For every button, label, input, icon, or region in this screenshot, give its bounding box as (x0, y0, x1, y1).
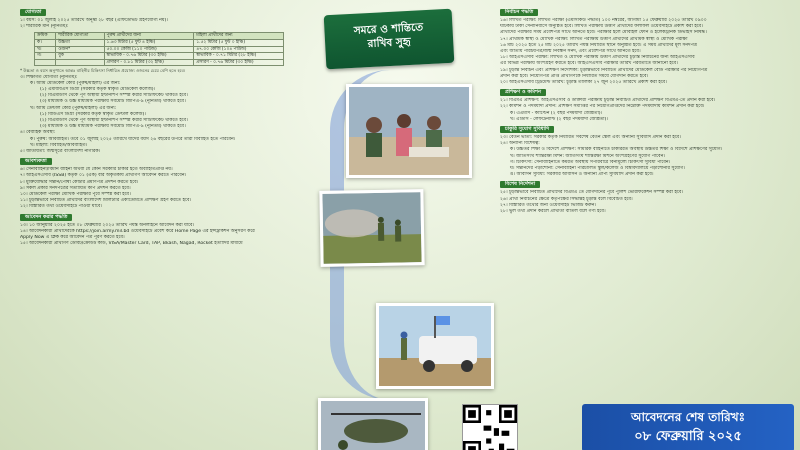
selection-line: ১৯। চূড়ান্ত নির্বাচন এবং প্রশিক্ষণ নির্দেশিকা: চূড়ান্তভাবে নির্বাচিত প্রার্থীদের মেডিকেল বোর্ড পরীক্ষার পর নিয়োগপত্র (500, 67, 708, 73)
apply-line: Apply Now এ ক্লিক করে আবেদন পত্র পূরণ করতে হবে। (20, 235, 125, 241)
requirements-line: ৯। সকল প্রকার সনদপত্রের সত্যায়িত কপি প্রদর্শন করতে হবে। (20, 185, 131, 191)
requirements-line: ৭। আইএসএসবি (ISSB) কর্তৃক ০১ (এক) বার অকৃতকার্য প্রার্থীগণ আবেদন করতে পারবেন। (20, 173, 187, 179)
left-column (20, 6, 302, 247)
benefits-line: ক। উচ্চতর শিক্ষা ও বিদেশে প্রশিক্ষণ: সামরিক বাহিনীতে চাকরিরত অবস্থায় উচ্চতর শিক্ষা ও বিদেশে প্রশিক্ষণের সুযোগ। (510, 147, 723, 153)
deadline-banner (582, 404, 794, 450)
benefits-line: গ। চিকিৎসা: সেনাবাহিনীতে কর্মরত অবস্থায় সপরিবারে বিনামূল্যে চিকিৎসা সুবিধা পাবেন। (510, 159, 671, 165)
selection-line: ঘটিকায় ঢাকা সেনানিবাসে অনুষ্ঠিত হবে। লিখিত পরীক্ষায় উত্তীর্ণ প্রার্থীদের ফলাফল ওয়েবসাইটে প্রকাশ করা হবে। (500, 24, 703, 30)
education-line: (১) এমবিবিএস ডিগ্রী (সরকার কর্তৃক স্বীকৃত মেডিকেল কলেজ)। (40, 86, 156, 92)
table-cell: স্বাভাবিক - ০.৭৬ মিটার (৩০ ইঞ্চি) (104, 53, 194, 60)
table-cell: ১.৫২ মিটার (৫ ফুট ০ ইঞ্চি) (194, 40, 284, 47)
selection-line: প্রার্থীদের পরীক্ষার সময় প্রবেশপত্র সাথে আনতে হবে। পরীক্ষার হলে মোবাইল ফোন ও ইলেকট্রনিক ডিভাইস নিষিদ্ধ। (500, 30, 707, 36)
education-line: খ। আর্মি ডেন্টাল কোর (পুরুষ/মহিলা) এর জন্য: (30, 105, 117, 111)
selection-line: এবং জাতীয় পরিচয়পত্র/জন্ম নিবন্ধন সনদ, এবং প্রবেশপত্র সাথে আনতে হবে। (500, 49, 641, 55)
banner-line-1: সমরে ও শান্তিতে (353, 21, 424, 37)
photo-helicopter (318, 398, 428, 450)
section-heading-requirements: আবশ্যকতা (20, 158, 52, 165)
benefits-line: ঙ। আবাসন সুবিধা: সরকারি আবাসন ও অন্যান্য প্রাপ্য সুবিধাদি প্রদান করা হবে। (510, 172, 654, 178)
section-heading-how-to-apply: আবেদন করার পদ্ধতি (20, 214, 72, 221)
education-line: (১) বিডিএস ডিগ্রী (সরকার কর্তৃক স্বীকৃত ডেন্টাল কলেজ)। (40, 111, 147, 117)
table-row (35, 53, 284, 60)
photo-medical-camp (346, 84, 472, 178)
deadline-label: আবেদনের শেষ তারিখঃ (630, 410, 746, 424)
table-cell: স্বাভাবিক - ০.৭১ মিটার (২৮ ইঞ্চি) (194, 53, 284, 60)
eligibility-line: ১। বয়স: ০১ জুলাই ২০২৫ তারিখে অনূর্ধ্ব ২৮ বছর (এফিডেভিট গ্রহণযোগ্য নয়)। (20, 18, 169, 23)
table-header-cell: পুরুষ প্রার্থীদের জন্য (104, 33, 194, 40)
qr-code[interactable] (462, 404, 518, 450)
banner-line-2: রাখিব সুহৃ (367, 35, 411, 51)
deadline-date: ০৮ ফেব্রুয়ারি ২০২৫ (634, 429, 742, 444)
special-notes-line: ২৫। চূড়ান্তভাবে নির্বাচিত প্রার্থীদের বিএমএ তে যোগদানের পূর্বে পুলিশ ভেরিফিকেশন সম্পন্ন করা হবে। (500, 190, 683, 196)
motto-banner (324, 9, 455, 70)
special-notes-line: ২৭। বিস্তারিত তথ্যের জন্য ওয়েবসাইট ভিজিট করুন। (500, 202, 597, 208)
table-cell: ৪৭.০০ কেজি (১০৪ পাউন্ড) (194, 46, 284, 53)
table-cell: উচ্চতা (56, 40, 104, 47)
requirements-line: ৮। মুক্তিযোদ্ধার সন্তান/পোষ্য কোটার প্রমাণপত্র প্রদর্শন করতে হবে। (20, 179, 139, 185)
table-cell: বুক (56, 53, 104, 60)
special-notes-line: ২৬। প্রার্থী নির্বাচনের ক্ষেত্রে কর্তৃপক্ষের সিদ্ধান্তই চূড়ান্ত বলে বিবেচিত হবে। (500, 196, 633, 202)
selection-line: প্রদান করা হবে। নিয়োগপত্র প্রাপ্ত প্রার্থীগণকে নির্ধারিত সময়ে যোগদান করতে হবে। (500, 73, 649, 79)
section-heading-special-notes: বিশেষ নির্দেশনা (500, 181, 540, 188)
apply-line: ১৩। ১০ জানুয়ারি ২০২৫ হতে ০৮ ফেব্রুয়ারি ২০২৫ তারিখ পর্যন্ত অনলাইনে আবেদন করা যাবে। (20, 222, 195, 228)
benefits-line: ঘ। সন্তানদের পড়াশোনা: সেনাবাহিনী পরিচালিত স্কুল/কলেজ ও বিশ্ববিদ্যালয়ে পড়াশোনার সুযোগ। (510, 166, 685, 172)
table-cell: প্রসারণ - ০.৭৬ মিটার (৩০ ইঞ্চি) (194, 59, 284, 66)
table-cell: খ। (35, 46, 56, 53)
benefits-line: ২৪। অন্যান্য বিশেষত্ব: (500, 141, 540, 147)
table-cell: প্রসারণ - ০.৮১ মিটার (৩২ ইঞ্চি) (104, 59, 194, 66)
photo-un-peacekeeping (376, 303, 494, 389)
education-line: ৫। জাতীয়তা: জন্মসূত্রে বাংলাদেশী নাগরিক। (20, 149, 101, 155)
requirements-line: ৬। সেনাবাহিনী/বিমান বাহিনী অথবা যে কোন সরকারি চাকরি হতে অব্যাহতিপ্রাপ্ত নয়। (20, 167, 173, 173)
training-line: ২১। বিএমএ প্রশিক্ষণ: আইএসএসবি ও ডাক্তারী পরীক্ষায় চূড়ান্ত নির্বাচিত প্রার্থীদের প্রশিক্ষণ বিএমএ-তে প্রদান করা হবে। (500, 98, 716, 104)
table-cell: ১.৬৩ মিটার (৫ ফুট ৪ ইঞ্চি) (104, 40, 194, 47)
table-row (35, 59, 284, 66)
selection-line: ২০। আইএসএসবি ট্রিটমেন্ট তারিখ: চূড়ান্ত তালিকা ২৭ জুন ২০২৫ তারিখে প্রকাশ করা হবে। (500, 80, 667, 86)
section-heading-eligibility: যোগ্যতা (20, 9, 46, 16)
special-notes-line: ২৮। ভুল তথ্য প্রদান করলে প্রার্থীতা বাতিল বলে গণ্য হবে। (500, 209, 606, 215)
apply-line: ১৪। আবেদনকারী প্রার্থীদেরকে https://join.army.mil.bd ওয়েবসাইটে প্রবেশ করে Home Page এর ইন্সট্রাকশন অনুসরণ করে (20, 228, 255, 234)
education-line: ক। পুরুষ: অবিবাহিত। তবে ০১ জুলাই ২০২৫ তারিখে যাদের বয়স ২৬ বছরের উপরে তারা বিবাহিত হতে পারবেন। (30, 136, 236, 142)
benefits-line: খ। জাতিসংঘ শান্তিরক্ষা মিশন: জাতিসংঘ শান্তিরক্ষা মিশনে অংশগ্রহণের সুযোগ পাবেন। (510, 153, 665, 159)
apply-line: ১৫। আবেদনকারী প্রার্থীগণ ডেবিট/ক্রেডিট কার্ড, VISA/Master Card, TAP, Bkash, Nagad, Rocket ইত্যাদির মাধ্যমে (20, 241, 243, 247)
education-line: (২) বিএমডিসি থেকে পূর্ণ অস্থায়ী ইন্টার্নশিপ সম্পন্ন করার সার্টিফিকেট থাকতে হবে। (40, 118, 188, 123)
training-line: ক। এএমসি - ক্যাপ্টেন (২ বছর পদমর্যাদা জ্যেষ্ঠতা)। (510, 110, 603, 116)
table-cell: ক। (35, 40, 56, 47)
education-line: (৩) মাধ্যমিক ও উচ্চ মাধ্যমিক পরীক্ষায় সর্বমোট জিপিএ-৯ (ন্যূনতম) থাকতে হবে। (40, 99, 186, 105)
note-text: * উচ্চতা ও বয়স অনুপাতে আন্তঃ বাহিনীর চিকিৎসা নির্ধারিত প্রযোজ্য ওজনের চেয়ে বেশি হতে হবে। (20, 68, 186, 74)
table-header-cell: শারীরিক যোগ্যতা (56, 33, 104, 40)
table-cell: ওজন* (56, 46, 104, 53)
selection-line: ১৬। লিখিত পরীক্ষা: লিখিত পরীক্ষা (এমসিকিউ পদ্ধতি) ১০০ নম্বরের, আগামী ১৫ ফেব্রুয়ারি ২০২৫ তারিখ ০৯০০ (500, 18, 707, 23)
section-heading-selection: নির্বাচন পদ্ধতি (500, 9, 538, 16)
requirements-line: ১০। মেডিকেল পরীক্ষা মৌখিক পরীক্ষার পূর্বে সম্পন্ন করা হবে। (20, 192, 131, 198)
physical-standards-table (34, 32, 284, 66)
education-line: (২) বিএমডিসি থেকে পূর্ণ অস্থায়ী ইন্টার্নশিপ সম্পন্ন করার সার্টিফিকেট থাকতে হবে। (40, 93, 188, 99)
table-cell (35, 59, 56, 66)
education-line: ক। আর্মি মেডিকেল কোর (পুরুষ/মহিলা) এর জন্য: (30, 80, 121, 86)
eligibility-line: ২। শারীরিক মান (ন্যূনতম): (20, 24, 69, 30)
requirements-line: ১২। বিস্তারিত তথ্য ওয়েবসাইটে পাওয়া যাবে। (20, 204, 102, 210)
education-line: ৩। শিক্ষাগত যোগ্যতা (ন্যূনতম): (20, 74, 78, 80)
section-heading-benefits: চাকুরি সুযোগ সুবিধাদি (500, 126, 554, 133)
education-line: (৩) মাধ্যমিক ও উচ্চ মাধ্যমিক পরীক্ষায় সর্বমোট জিপিএ-৯ (ন্যূনতম) থাকতে হবে। (40, 124, 186, 130)
table-header-cell: মহিলা প্রার্থীদের জন্য (194, 33, 284, 40)
table-cell (56, 59, 104, 66)
selection-line: ১৬ মার্চ ২০২৫ হতে ২৫ মার্চ ২০২৫ তারিখ পর্যন্ত নির্ধারিত স্থানে অনুষ্ঠিত হবে। এ সময় প্রার্থীদের মূল সনদপত্র (500, 42, 698, 48)
training-line: খ। এডিসি - লেফটেন্যান্ট (২ বছর পদমর্যাদা জ্যেষ্ঠতা)। (510, 116, 609, 122)
education-line: খ। মহিলা: বিবাহিত/অবিবাহিত। (30, 142, 88, 148)
table-cell: গ। (35, 53, 56, 60)
table-row (35, 46, 284, 53)
education-line: ৪। বৈবাহিক অবস্থা: (20, 130, 56, 136)
benefits-line: ২৩। বেতন ভাতা: সরকার কর্তৃক নির্ধারিত সর্বশেষ বেতন স্কেল এবং অন্যান্য সুবিধাদি প্রদান করা হবে। (500, 135, 681, 141)
training-line: ২২। কমিশন ও পদমর্যাদা প্রদান: প্রশিক্ষণ সমাপ্তির পর নিয়োগপ্রাপ্তদের নিম্নোক্ত পদমর্যাদায় কমিশন প্রদান করা হবে। (500, 104, 705, 110)
table-header-cell: ক্রমিক (35, 33, 56, 40)
table-cell: ৫০.০০ কেজি (১১০ পাউন্ড) (104, 46, 194, 53)
table-row (35, 40, 284, 47)
section-heading-training: প্রশিক্ষণ ও কমিশন (500, 89, 546, 96)
requirements-line: ১১। চূড়ান্তভাবে নির্বাচিত প্রার্থীদের বাংলাদেশ মিলিটারি একাডেমিতে প্রশিক্ষণ গ্রহণ করতে হবে। (20, 198, 192, 204)
selection-line: ১৮। আইএসএসবি পরীক্ষা: লিখিত ও মৌখিক পরীক্ষায় উত্তীর্ণ প্রার্থীদের চূড়ান্ত নির্বাচনের জন্য আইএসএসবি (500, 55, 695, 61)
photo-field-exercise (319, 189, 424, 267)
selection-line: এর বিভিন্ন পরীক্ষায় অংশগ্রহণ করতে হবে। আইএসএসবি পরীক্ষার তারিখ পরবর্তীতে জানানো হবে। (500, 61, 678, 67)
selection-line: ১৭। প্রাথমিক স্বাস্থ্য ও মৌখিক পরীক্ষা: লিখিত পরীক্ষায় উত্তীর্ণ প্রার্থীদের প্রাথমিক স্বাস্থ্য ও মৌখিক পরীক্ষা (500, 36, 688, 42)
right-column (500, 6, 786, 215)
